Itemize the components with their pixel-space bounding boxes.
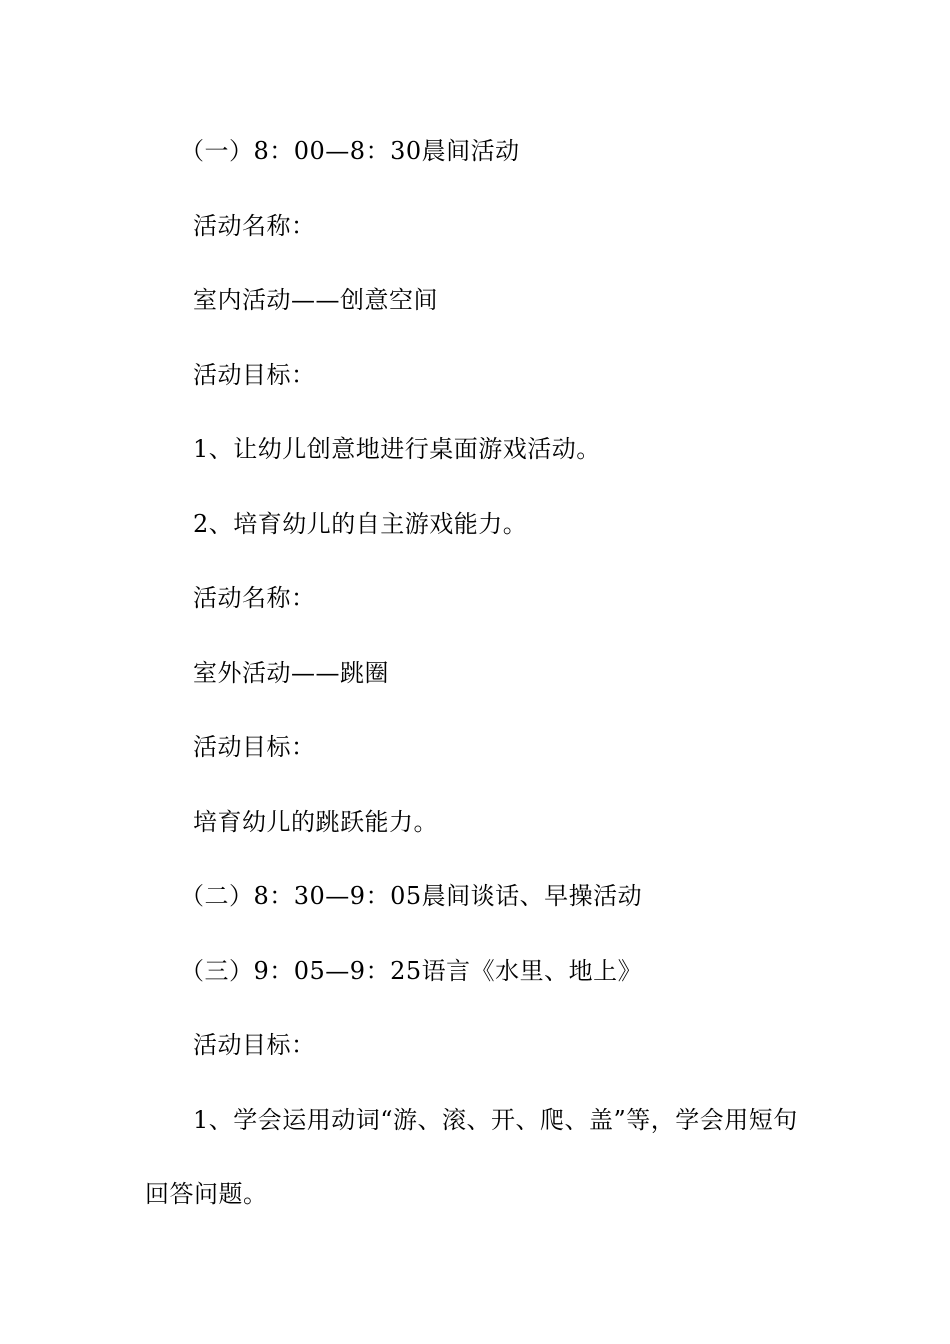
activity-name-outdoor: 室外活动——跳圈 (193, 659, 389, 687)
language-goal-item-1-continued: 回答问题。 (145, 1180, 268, 1208)
activity-goal-label-3: 活动目标： (193, 1031, 316, 1059)
goal-item-2: 2、培育幼儿的自主游戏能力。 (193, 510, 528, 538)
goal-item-1: 1、让幼儿创意地进行桌面游戏活动。 (193, 435, 601, 463)
activity-goal-label: 活动目标： (193, 361, 316, 389)
language-goal-item-1: 1、学会运用动词“游、滚、开、爬、盖”等，学会用短句 (193, 1106, 798, 1134)
section-heading-morning-activity: （一）8：00—8：30晨间活动 (180, 137, 520, 165)
activity-name-label: 活动名称： (193, 212, 316, 240)
section-heading-morning-talk: （二）8：30—9：05晨间谈话、早操活动 (180, 882, 643, 910)
goal-jumping: 培育幼儿的跳跃能力。 (193, 808, 438, 836)
activity-name-label-2: 活动名称： (193, 584, 316, 612)
section-heading-language: （三）9：05—9：25语言《水里、地上》 (180, 957, 643, 985)
activity-goal-label-2: 活动目标： (193, 733, 316, 761)
activity-name-indoor: 室内活动——创意空间 (193, 286, 438, 314)
